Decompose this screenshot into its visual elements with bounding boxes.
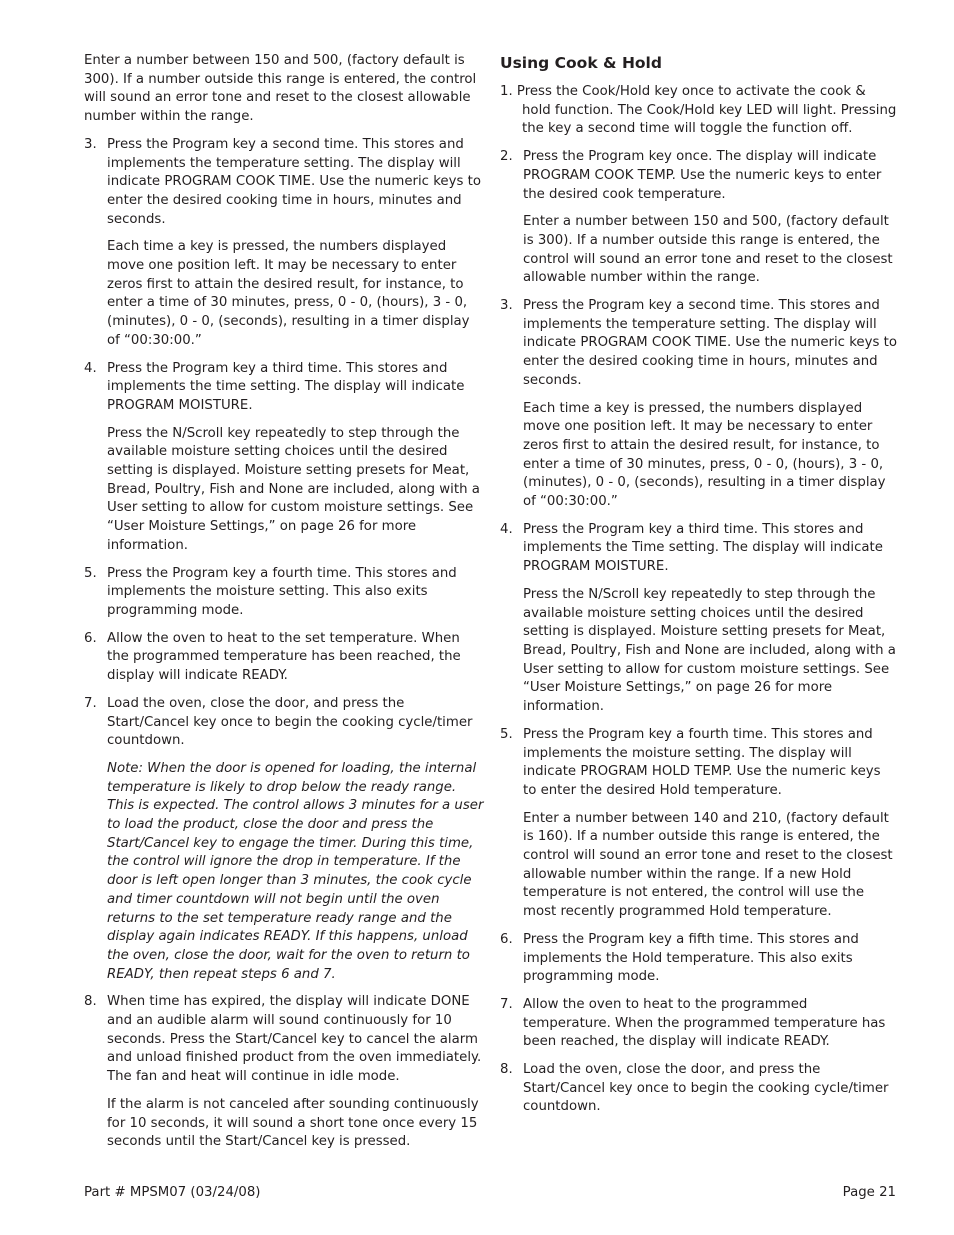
paragraph: If the alarm is not canceled after sounding continuously for 10 seconds, it will sound a short tone once every 15 seconds until the Start/Cancel key is pressed. [107, 1096, 479, 1150]
item-number: 7. [500, 996, 513, 1012]
intro-paragraph: Enter a number between 150 and 500, (factory default is 300). If a number outside this range is entered, the control will sound an error tone and reset to the closest allowable number within the range. [84, 53, 477, 125]
item-number: 2. [500, 149, 513, 165]
paragraph: Press the Program key a second time. This stores and implements the temperature setting. The display will indicate PROGRAM COOK TIME. Use the numeric keys to enter the desired cooking time in hours, minutes and seconds. [523, 298, 897, 388]
paragraph: Each time a key is pressed, the numbers displayed move one position left. It may be necessary to enter zeros first to attain the desired result, for instance, to enter a time of 30 minutes, press, 0 - 0, (hours), 3 - 0, (minutes), 0 - 0, (seconds), resulting in a timer display of “00:30:00.” [523, 400, 886, 510]
paragraph: Each time a key is pressed, the numbers displayed move one position left. It may be necessary to enter zeros first to attain the desired result, for instance, to enter a time of 30 minutes, press, 0 - 0, (hours), 3 - 0, (minutes), 0 - 0, (seconds), resulting in a timer display of “00:30:00.” [107, 239, 470, 348]
paragraph: Load the oven, close the door, and press the Start/Cancel key once to begin the cooking cycle/timer countdown. [523, 1062, 889, 1115]
item-number: 8. [84, 994, 97, 1010]
list-item [500, 521, 897, 717]
paragraph: Enter a number between 150 and 500, (factory default is 300). If a number outside this range is entered, the control will sound an error tone and reset to the closest allowable number within the range. [523, 214, 893, 286]
list-item [84, 993, 484, 1152]
list-item [84, 136, 484, 351]
item-number: 4. [84, 360, 97, 376]
item-number: 5. [84, 565, 97, 581]
paragraph: Load the oven, close the door, and press the Start/Cancel key once to begin the cooking cycle/timer countdown. [107, 695, 473, 749]
page-number: Page 21 [842, 1185, 896, 1200]
list-item [500, 931, 897, 987]
item-number: 6. [84, 630, 97, 646]
paragraph: Allow the oven to heat to the programmed temperature. When the programmed temperature has been reached, the display will indicate READY. [523, 996, 886, 1050]
list-item [500, 1061, 897, 1117]
left-column [84, 52, 484, 1161]
item-number: 5. [500, 726, 513, 742]
item-number: 3. [500, 298, 513, 314]
paragraph: Press the Program key a third time. This stores and implements the time setting. The display will indicate PROGRAM MOISTURE. [107, 360, 465, 413]
item-number: 7. [84, 695, 97, 711]
list-item [500, 996, 897, 1052]
paragraph: Press the N/Scroll key repeatedly to step through the available moisture setting choices until the desired setting is displayed. Moisture setting presets for Meat, Bread, Poultry, Fish and None are included, along with a User setting to allow for custom moisture settings. See “User Moisture Settings,” on page 26 for more information. [107, 425, 480, 553]
item-number: 4. [500, 521, 513, 537]
item-number: 8. [500, 1062, 513, 1078]
right-column [500, 52, 897, 1126]
list-item [84, 695, 484, 985]
paragraph: Enter a number between 140 and 210, (factory default is 160). If a number outside this range is entered, the control will sound an error tone and reset to the closest allowable number within the range. If a new Hold temperature is not entered, the control will use the most recently programmed Hold temperature. [523, 810, 893, 920]
paragraph: Press the N/Scroll key repeatedly to step through the available moisture setting choices until the desired setting is displayed. Moisture setting presets for Meat, Bread, Poultry, Fish and None are included, along with a User setting to allow for custom moisture settings. See “User Moisture Settings,” on page 26 for more information. [523, 586, 896, 715]
item-number: 6. [500, 931, 513, 947]
list-item: 1. Press the Cook/Hold key once to activate the cook & hold function. The Cook/Hold key LED will light. Pressing the key a second time will toggle the function off. [500, 84, 897, 137]
note-paragraph: Note: When the door is opened for loading, the internal temperature is likely to drop below the ready range. This is expected. The control allows 3 minutes for a user to load the product, close the door and press the Start/Cancel key to engage the timer. During this time, the control will ignore the drop in temperature. If the door is left open longer than 3 minutes, the cook cycle and timer countdown will not begin until the oven returns to the set temperature ready range and the display again indicates READY. If this happens, unload the oven, close the door, wait for the oven to return to READY, then repeat steps 6 and 7. [107, 760, 484, 982]
list-item [84, 630, 484, 686]
paragraph: Press the Program key a fifth time. This stores and implements the Hold temperature. This also exits programming mode. [523, 931, 859, 985]
item-number: 3. [84, 136, 97, 152]
paragraph: Press the Program key a fourth time. This stores and implements the moisture setting. This also exits programming mode. [107, 565, 457, 618]
part-number: Part # MPSM07 (03/24/08) [84, 1185, 261, 1200]
paragraph: Press the Program key a fourth time. This stores and implements the moisture setting. The display will indicate PROGRAM HOLD TEMP. Use the numeric keys to enter the desired Hold temperature. [523, 726, 881, 798]
list-item [84, 565, 484, 621]
list-item [500, 148, 897, 288]
paragraph: Press the Program key once. The display will indicate PROGRAM COOK TEMP. Use the numeric keys to enter the desired cook temperature. [523, 149, 882, 202]
list-item [84, 360, 484, 556]
list-item [500, 297, 897, 512]
paragraph: Press the Program key a third time. This stores and implements the Time setting. The display will indicate PROGRAM MOISTURE. [523, 521, 883, 575]
paragraph: Allow the oven to heat to the set temperature. When the programmed temperature has been reached, the display will indicate READY. [107, 630, 461, 684]
section-heading: Using Cook & Hold [500, 54, 662, 72]
paragraph: Press the Program key a second time. This stores and implements the temperature setting. The display will indicate PROGRAM COOK TIME. Use the numeric keys to enter the desired cooking time in hours, minutes and seconds. [107, 136, 481, 227]
paragraph: When time has expired, the display will indicate DONE and an audible alarm will sound continuously for 10 seconds. Press the Start/Cancel key to cancel the alarm and unload finished product from the oven immediately. The fan and heat will continue in idle mode. [107, 994, 482, 1085]
list-item [500, 726, 897, 922]
